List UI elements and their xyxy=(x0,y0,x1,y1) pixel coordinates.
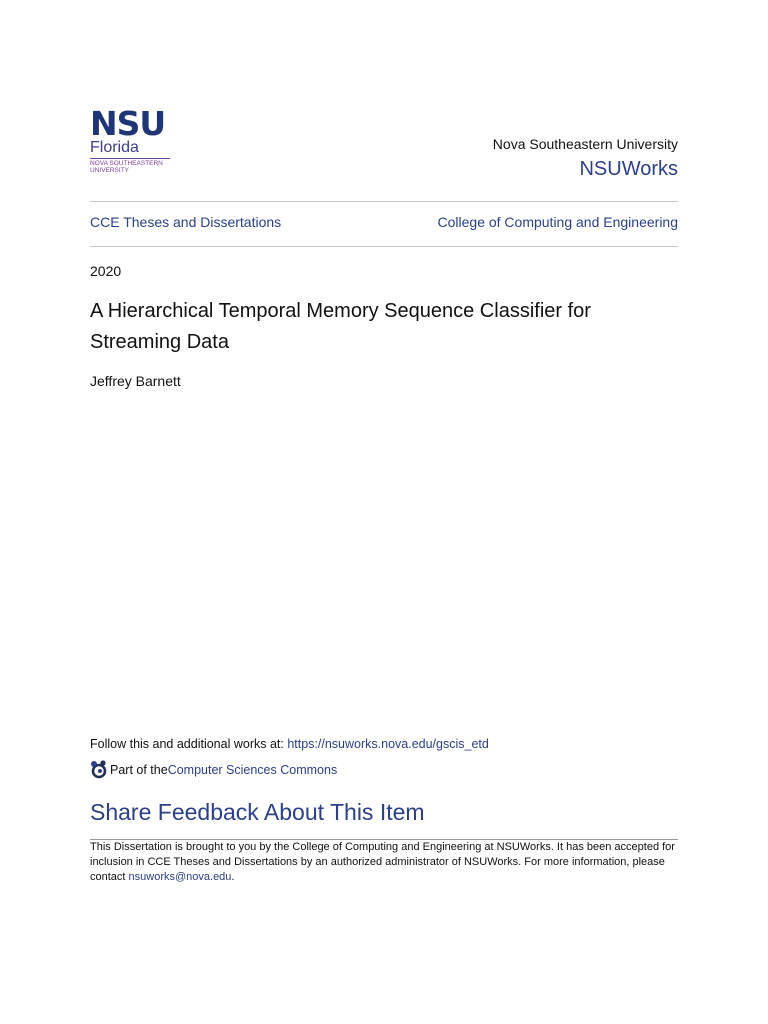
contact-email-link[interactable]: nsuworks@nova.edu xyxy=(128,871,232,883)
follow-line xyxy=(90,737,489,751)
nsu-florida-logo xyxy=(90,104,174,183)
university-name: Nova Southeastern University xyxy=(492,136,678,152)
header-divider xyxy=(90,201,678,202)
nsuworks-link[interactable]: NSUWorks xyxy=(579,158,678,180)
logo-small-line2: UNIVERSITY xyxy=(90,167,130,174)
footer-notice xyxy=(90,840,678,885)
author-name: Jeffrey Barnett xyxy=(90,373,181,389)
commons-network-icon xyxy=(90,760,108,780)
logo-divider xyxy=(90,158,170,159)
breadcrumb-cce-theses[interactable]: CCE Theses and Dissertations xyxy=(90,214,282,230)
document-title: A Hierarchical Temporal Memory Sequence Classifier for Streaming Data xyxy=(90,300,591,353)
footer-end: . xyxy=(231,871,235,883)
breadcrumb-divider xyxy=(90,246,678,247)
logo-florida-text: Florida xyxy=(90,139,139,156)
footer-text: This Dissertation is brought to you by the College of Computing and Engineering at NSUWorks. It has been accepted for inclusion in CCE Theses and Dissertations by an authorized administrator of NSUWorks. For more information, please contact xyxy=(90,841,675,883)
collection-url-link[interactable]: https://nsuworks.nova.edu/gscis_etd xyxy=(287,737,489,751)
publication-year: 2020 xyxy=(90,263,122,279)
computer-sciences-commons-link[interactable]: Computer Sciences Commons xyxy=(167,763,338,777)
breadcrumb-college[interactable]: College of Computing and Engineering xyxy=(437,214,678,230)
share-feedback-link[interactable]: Share Feedback About This Item xyxy=(90,799,425,825)
part-of-line xyxy=(90,760,337,780)
logo-small-line1: NOVA SOUTHEASTERN xyxy=(90,160,163,167)
part-of-prefix: Part of the xyxy=(110,763,168,777)
logo-nsu-text: NSU xyxy=(90,104,166,143)
follow-prefix: Follow this and additional works at: xyxy=(90,737,288,751)
